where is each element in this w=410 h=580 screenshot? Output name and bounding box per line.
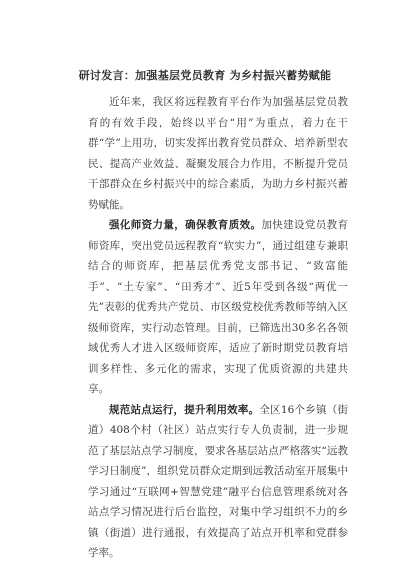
paragraph-teachers-lead: 强化师资力量，确保教育质效。 xyxy=(109,219,262,231)
paragraph-teachers xyxy=(88,215,348,400)
paragraph-intro xyxy=(88,92,348,215)
paragraph-stations xyxy=(88,400,348,564)
paragraph-intro-text: 近年来，我区将远程教育平台作为加强基层党员教育的有效手段，始终以平台“用”为重点，着力在干群“学”上用功，切实发挥出教育党员群众、培养新型农民、提高产业效益、凝聚发展合力作用，不断提升党员干部群众在乡村振兴中的综合素质，为助力乡村振兴蓄势赋能。 xyxy=(88,96,348,211)
paragraph-teachers-text: 加快建设党员教育师资库，突出党员远程教育“软实力”，通过组建专兼职结合的师资库，把基层优秀党支部书记、“致富能手”、“土专家”、“田秀才”、近5年受到各级“两优一先”表彰的优秀共产党员、市区级党校优秀教师等纳入区级师资库，实行动态管理。目前，已筛选出30多名各领域优秀人才进入区级师资库，适应了新时期党员教育培训多样性、多元化的需求，实现了优质资源的共建共享。 xyxy=(88,219,349,395)
document-title: 研讨发言：加强基层党员教育 为乡村振兴蓄势赋能 xyxy=(78,69,332,82)
document-body xyxy=(88,92,348,564)
paragraph-stations-text: 全区16个乡镇（街道）408个村（社区）站点实行专人负责制，进一步规范了基层站点学习制度，要求各基层站点严格落实“远教学习日制度”，组织党员群众定期到远教活动室开展集中学习通过“互联网+智慧党建”融平台信息管理系统对各站点学习情况进行后台监控，对集中学习组织不力的乡镇（街道）进行通报，有效提高了站点开机率和党群参学率。 xyxy=(88,403,348,559)
paragraph-stations-lead: 规范站点运行，提升利用效率。 xyxy=(109,403,260,416)
